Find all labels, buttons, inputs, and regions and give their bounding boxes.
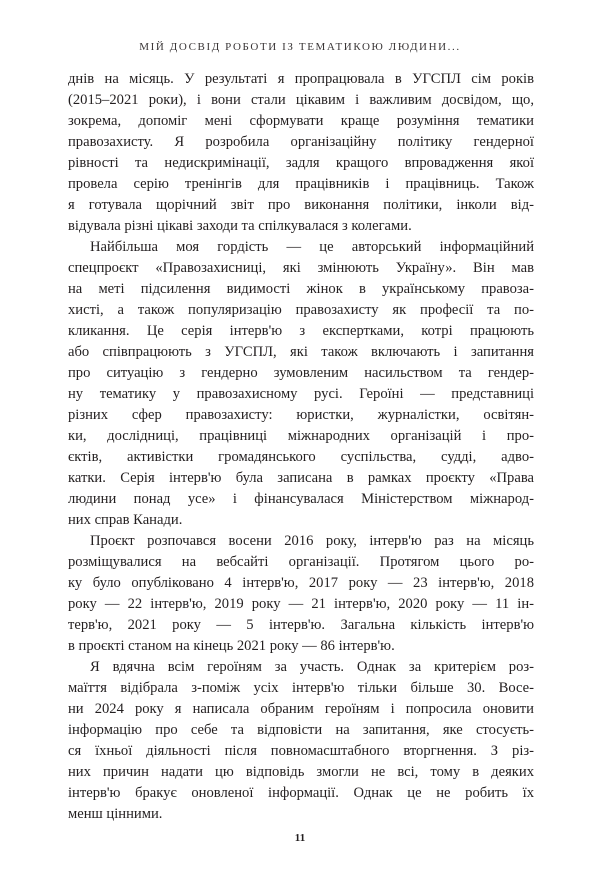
paragraph <box>68 531 534 657</box>
text-line: рівності та недискримінації, задля кращого впровадження якої <box>68 155 534 171</box>
text-line: різних сфер правозахисту: юристки, журналістки, освітян- <box>68 407 534 423</box>
text-line: про ситуацію з гендерно зумовленим насильством та гендер- <box>68 365 534 381</box>
text-line: кликання. Це серія інтерв'ю з експертками, котрі працюють <box>68 323 534 339</box>
text-line: в проєкті станом на кінець 2021 року — 86 інтерв'ю. <box>68 638 395 654</box>
text-line: Я вдячна всім героїням за участь. Однак за критерієм роз- <box>90 659 534 675</box>
text-line: катки. Серія інтерв'ю була записана в рамках проєкту «Права <box>68 470 534 486</box>
text-line: я готувала щорічний звіт про виконання політики, інколи від- <box>68 197 534 213</box>
text-line: інтерв'ю бракує оновленої інформації. Однак це не робить їх <box>68 785 534 801</box>
text-line: спецпроєкт «Правозахисниці, які змінюють Україну». Він мав <box>68 260 534 276</box>
text-line: людини понад усе» і фінансувалася Міністерством міжнарод- <box>68 491 534 507</box>
text-line: них справ Канади. <box>68 512 183 528</box>
text-line: них причин надати цю відповідь змогли не всі, тому в деяких <box>68 764 534 780</box>
text-line: Проєкт розпочався восени 2016 року, інтерв'ю раз на місяць <box>90 533 534 549</box>
running-head: МІЙ ДОСВІД РОБОТИ ІЗ ТЕМАТИКОЮ ЛЮДИНИ... <box>139 41 461 53</box>
text-line: терв'ю, 2021 року — 5 інтерв'ю. Загальна кількість інтерв'ю <box>68 617 534 633</box>
text-line: маїття відібрала з-поміж усіх інтерв'ю тільки більше 30. Восе- <box>68 680 534 696</box>
paragraph <box>68 237 534 531</box>
paragraph <box>68 657 534 825</box>
text-line: ся їхньої діяльності після повномасштабного вторгнення. З різ- <box>68 743 534 759</box>
text-line: ну тематику у правозахисному русі. Героїні — представниці <box>68 386 534 402</box>
text-line: єктів, активістки громадянського суспільства, судді, адво- <box>68 449 534 465</box>
body-text <box>68 69 534 825</box>
text-line: розміщувалися на вебсайті організації. Протягом цього ро- <box>68 554 534 570</box>
text-line: днів на місяць. У результаті я пропрацювала в УГСПЛ сім років <box>68 71 534 87</box>
page-number: 11 <box>294 832 306 844</box>
paragraph <box>68 69 534 237</box>
text-line: інформацію про себе та відповісти на запитання, яке стосуєть- <box>68 722 534 738</box>
text-line: провела серію тренінгів для працівників і працівниць. Також <box>68 176 534 192</box>
text-line: відувала різні цікаві заходи та спілкувалася з колегами. <box>68 218 412 234</box>
text-line: хисті, а також популяризацію правозахисту як професії та по- <box>68 302 534 318</box>
text-line: правозахисту. Я розробила організаційну політику гендерної <box>68 134 534 150</box>
text-line: зокрема, допоміг мені сформувати краще розуміння тематики <box>68 113 534 129</box>
text-line: на меті підсилення видимості жінок в українському правоза- <box>68 281 534 297</box>
text-line: менш цінними. <box>68 806 163 822</box>
text-line: (2015–2021 роки), і вони стали цікавим і важливим досвідом, що, <box>68 92 534 108</box>
text-line: Найбільша моя гордість — це авторський інформаційний <box>90 239 534 255</box>
text-line: або співпрацюють з УГСПЛ, які також включають і запитання <box>68 344 534 360</box>
text-line: ки, дослідниці, працівниці міжнародних організацій і про- <box>68 428 534 444</box>
text-line: ку було опубліковано 4 інтерв'ю, 2017 року — 23 інтерв'ю, 2018 <box>68 575 534 591</box>
text-line: ни 2024 року я написала обраним героїням і попросила оновити <box>68 701 534 717</box>
text-line: року — 22 інтерв'ю, 2019 року — 21 інтерв'ю, 2020 року — 11 ін- <box>68 596 534 612</box>
